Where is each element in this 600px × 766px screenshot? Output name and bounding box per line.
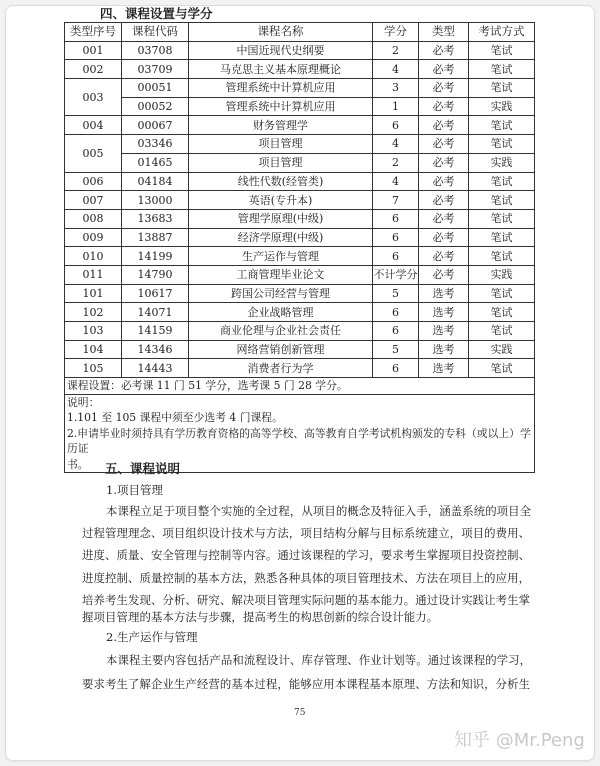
cell-code: 01465 (122, 153, 189, 172)
header-name: 课程名称 (189, 23, 373, 42)
cell-exam: 实践 (469, 265, 535, 284)
section-title-course-settings: 四、课程设置与学分 (100, 6, 213, 21)
cell-code: 00051 (122, 79, 189, 98)
cell-type: 必考 (419, 41, 469, 60)
cell-exam: 笔试 (469, 116, 535, 135)
cell-code: 03346 (122, 135, 189, 154)
cell-exam: 笔试 (469, 228, 535, 247)
cell-exam: 笔试 (469, 247, 535, 266)
cell-code: 00067 (122, 116, 189, 135)
cell-credit: 5 (373, 284, 419, 303)
cell-seq: 003 (65, 79, 122, 116)
summary-row (65, 378, 535, 395)
cell-name: 管理系统中计算机应用 (189, 97, 373, 116)
course-table (64, 22, 535, 473)
table-row (65, 116, 535, 135)
cell-type: 必考 (419, 79, 469, 98)
cell-type: 必考 (419, 209, 469, 228)
cell-exam: 笔试 (469, 172, 535, 191)
table-row (65, 340, 535, 359)
cell-exam: 笔试 (469, 209, 535, 228)
cell-seq: 104 (65, 340, 122, 359)
table-row (65, 79, 535, 98)
table-body (65, 41, 535, 377)
table-row (65, 303, 535, 322)
cell-exam: 笔试 (469, 79, 535, 98)
table-row (65, 97, 535, 116)
cell-type: 必考 (419, 172, 469, 191)
header-type: 类型 (419, 23, 469, 42)
course2-title: 2.生产运作与管理 (106, 630, 198, 644)
cell-credit: 6 (373, 209, 419, 228)
watermark: 知乎 @Mr.Peng (454, 730, 585, 751)
paragraph-line: 本课程主要内容包括产品和流程设计、库存管理、作业计划等。通过该课程的学习， (106, 653, 532, 667)
note-item: 2.申请毕业时须持具有学历教育资格的高等学校、高等教育自学考试机构颁发的专科（或以上）学历证 (67, 426, 531, 456)
cell-name: 网络营销创新管理 (189, 340, 373, 359)
paragraph-line: 进度、质量、安全管理与控制等内容。通过该课程的学习，要求考生掌握项目投资控制、 (82, 548, 531, 562)
cell-name: 中国近现代史纲要 (189, 41, 373, 60)
cell-type: 必考 (419, 265, 469, 284)
cell-credit: 2 (373, 41, 419, 60)
cell-seq: 009 (65, 228, 122, 247)
header-seq: 类型序号 (65, 23, 122, 42)
paragraph-line: 进度控制、质量控制的基本方法，熟悉各种具体的项目管理技术、方法在项目上的应用， (82, 571, 531, 585)
note-item: 书。 (67, 457, 89, 471)
cell-code: 14071 (122, 303, 189, 322)
note-item: 1.101 至 105 课程中须至少选考 4 门课程。 (67, 411, 283, 425)
table-row (65, 265, 535, 284)
cell-code: 14199 (122, 247, 189, 266)
cell-seq: 103 (65, 322, 122, 341)
cell-credit: 4 (373, 135, 419, 154)
cell-seq: 005 (65, 135, 122, 172)
cell-credit: 6 (373, 116, 419, 135)
cell-code: 00052 (122, 97, 189, 116)
cell-seq: 102 (65, 303, 122, 322)
section-title-course-description: 五、课程说明 (105, 461, 181, 476)
cell-name: 企业战略管理 (189, 303, 373, 322)
cell-credit: 6 (373, 228, 419, 247)
table-header-row (65, 23, 535, 42)
table-row (65, 228, 535, 247)
cell-name: 项目管理 (189, 135, 373, 154)
cell-exam: 实践 (469, 97, 535, 116)
cell-exam: 笔试 (469, 60, 535, 79)
cell-credit: 1 (373, 97, 419, 116)
cell-seq: 006 (65, 172, 122, 191)
cell-type: 必考 (419, 116, 469, 135)
cell-name: 英语(专升本) (189, 191, 373, 210)
cell-credit: 6 (373, 322, 419, 341)
cell-exam: 笔试 (469, 322, 535, 341)
table-row (65, 359, 535, 378)
cell-credit: 不计学分 (373, 265, 419, 284)
cell-type: 选考 (419, 359, 469, 378)
cell-exam: 笔试 (469, 191, 535, 210)
cell-code: 03708 (122, 41, 189, 60)
cell-code: 14443 (122, 359, 189, 378)
cell-seq: 105 (65, 359, 122, 378)
cell-type: 选考 (419, 340, 469, 359)
cell-exam: 笔试 (469, 135, 535, 154)
cell-code: 13000 (122, 191, 189, 210)
header-code: 课程代码 (122, 23, 189, 42)
table-row (65, 153, 535, 172)
cell-code: 10617 (122, 284, 189, 303)
table-row (65, 209, 535, 228)
cell-seq: 011 (65, 265, 122, 284)
cell-type: 选考 (419, 322, 469, 341)
cell-name: 工商管理毕业论文 (189, 265, 373, 284)
cell-credit: 4 (373, 60, 419, 79)
cell-credit: 2 (373, 153, 419, 172)
table-row (65, 135, 535, 154)
header-exam: 考试方式 (469, 23, 535, 42)
table-row (65, 191, 535, 210)
cell-seq: 010 (65, 247, 122, 266)
cell-seq: 002 (65, 60, 122, 79)
page-number: 75 (294, 708, 306, 718)
table-row (65, 41, 535, 60)
cell-exam: 笔试 (469, 359, 535, 378)
cell-credit: 6 (373, 359, 419, 378)
cell-name: 生产运作与管理 (189, 247, 373, 266)
cell-type: 必考 (419, 97, 469, 116)
table-row (65, 172, 535, 191)
cell-code: 14159 (122, 322, 189, 341)
paragraph-line: 本课程立足于项目整个实施的全过程，从项目的概念及特征入手，涵盖系统的项目全 (106, 504, 532, 518)
cell-exam: 笔试 (469, 303, 535, 322)
cell-seq: 007 (65, 191, 122, 210)
cell-name: 管理学原理(中级) (189, 209, 373, 228)
cell-seq: 001 (65, 41, 122, 60)
paragraph-line: 过程管理理念、项目组织设计技术与方法，项目结构分解与目标系统建立，项目的费用、 (82, 526, 531, 540)
cell-exam: 实践 (469, 153, 535, 172)
cell-type: 选考 (419, 284, 469, 303)
course-summary: 课程设置：必考课 11 门 51 学分，选考课 5 门 28 学分。 (65, 378, 535, 395)
table-row (65, 60, 535, 79)
cell-exam: 笔试 (469, 41, 535, 60)
cell-name: 马克思主义基本原理概论 (189, 60, 373, 79)
cell-type: 必考 (419, 191, 469, 210)
paragraph-line: 握项目管理的基本方法与步骤，提高考生的构思创新的综合设计能力。 (82, 610, 439, 624)
cell-seq: 101 (65, 284, 122, 303)
table-row (65, 247, 535, 266)
cell-credit: 3 (373, 79, 419, 98)
paragraph-line: 要求考生了解企业生产经营的基本过程，能够应用本课程基本原理、方法和知识，分析生 (82, 677, 531, 691)
cell-exam: 笔试 (469, 284, 535, 303)
cell-type: 必考 (419, 228, 469, 247)
header-credit: 学分 (373, 23, 419, 42)
cell-exam: 实践 (469, 340, 535, 359)
cell-type: 必考 (419, 135, 469, 154)
cell-name: 管理系统中计算机应用 (189, 79, 373, 98)
cell-credit: 6 (373, 303, 419, 322)
cell-code: 13683 (122, 209, 189, 228)
cell-credit: 5 (373, 340, 419, 359)
cell-code: 03709 (122, 60, 189, 79)
cell-name: 跨国公司经营与管理 (189, 284, 373, 303)
cell-code: 14790 (122, 265, 189, 284)
cell-name: 项目管理 (189, 153, 373, 172)
cell-type: 必考 (419, 247, 469, 266)
cell-code: 13887 (122, 228, 189, 247)
cell-type: 必考 (419, 153, 469, 172)
notes-title: 说明： (67, 395, 100, 409)
paragraph-line: 培养考生发现、分析、研究、解决项目管理实际问题的基本能力。通过设计实践让考生掌 (82, 593, 531, 607)
cell-type: 选考 (419, 303, 469, 322)
table-row (65, 322, 535, 341)
cell-name: 消费者行为学 (189, 359, 373, 378)
table-row (65, 284, 535, 303)
course1-title: 1.项目管理 (106, 483, 163, 497)
cell-seq: 008 (65, 209, 122, 228)
cell-code: 04184 (122, 172, 189, 191)
cell-name: 经济学原理(中级) (189, 228, 373, 247)
cell-code: 14346 (122, 340, 189, 359)
cell-credit: 7 (373, 191, 419, 210)
cell-name: 商业伦理与企业社会责任 (189, 322, 373, 341)
cell-name: 财务管理学 (189, 116, 373, 135)
cell-credit: 6 (373, 247, 419, 266)
cell-name: 线性代数(经管类) (189, 172, 373, 191)
cell-credit: 4 (373, 172, 419, 191)
cell-seq: 004 (65, 116, 122, 135)
cell-type: 必考 (419, 60, 469, 79)
